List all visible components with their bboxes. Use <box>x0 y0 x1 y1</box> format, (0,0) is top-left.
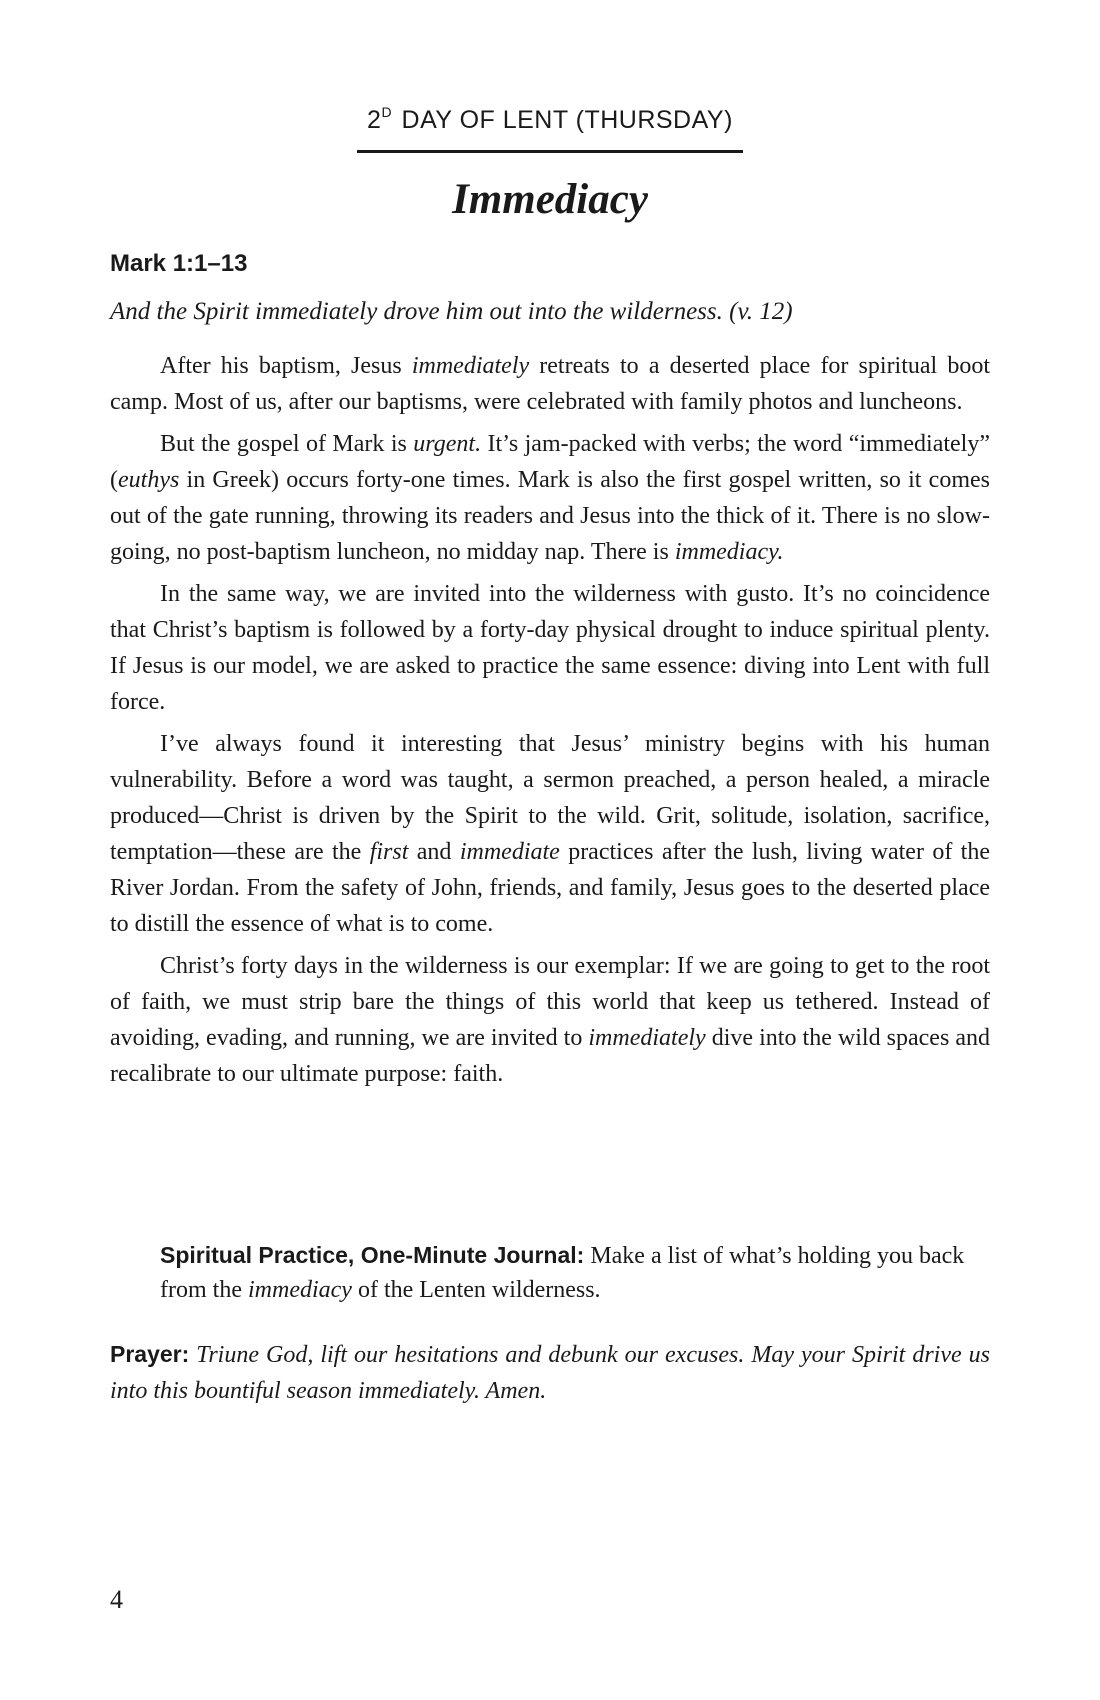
emphasis: immediate <box>459 839 560 865</box>
body-text <box>110 348 990 1098</box>
prayer-text: Triune God, lift our hesitations and debunk our excuses. May your Spirit drive us into this bountiful season immediately. Amen. <box>110 1342 990 1404</box>
text-run: After his baptism, Jesus <box>160 353 412 379</box>
text-run: But the gospel of Mark is <box>160 431 414 457</box>
emphasis: euthys <box>118 467 180 493</box>
text-run: and <box>408 839 460 865</box>
emphasis: immediately <box>411 353 530 379</box>
prayer-label: Prayer: <box>110 1341 190 1367</box>
text-run: of the Lenten wilderness. <box>351 1277 601 1303</box>
page-number: 4 <box>110 1585 123 1614</box>
text-run: Make a list of what’s holding you back from the <box>160 1243 965 1303</box>
text-run: Christ’s forty days in the wilderness is our exemplar: If we are going to get to the root of faith, we must strip bare the things of this world that keep us tethered. Instead of avoiding, evading, and running, we are invited to <box>110 953 990 1051</box>
running-head <box>357 104 743 135</box>
page-title: Immediacy <box>452 176 648 223</box>
spiritual-practice <box>160 1238 990 1307</box>
day-number: 2 <box>367 106 382 134</box>
text-run: practices after the lush, living water of the River Jordan. From the safety of John, friends, and family, Jesus goes to the deserted place to distill the essence of what is to come. <box>110 839 991 937</box>
paragraph-5 <box>110 948 990 1092</box>
emphasis: first <box>369 839 409 865</box>
paragraph-4 <box>110 726 990 942</box>
text-run: in Greek) occurs forty-one times. Mark is also the first gospel written, so it comes out of the gate running, throwing its readers and Jesus into the thick of it. There is no slow-going, no post-baptism luncheon, no midday nap. There is <box>110 467 990 565</box>
prayer <box>110 1336 990 1409</box>
text-run: In the same way, we are invited into the wilderness with gusto. It’s no coincidence that Christ’s baptism is followed by a forty-day physical drought to induce spiritual plenty. If Jesus is our model, we are asked to practice the same essence: diving into Lent with full force. <box>110 581 990 715</box>
emphasis: immediacy <box>247 1277 352 1303</box>
day-label: DAY OF LENT (THURSDAY) <box>394 106 733 134</box>
emphasis: urgent. <box>413 431 482 457</box>
text-run: dive into the wild spaces and recalibrate to our ultimate purpose: faith. <box>110 1025 990 1087</box>
header-rule <box>357 150 743 153</box>
paragraph-3 <box>110 576 990 720</box>
practice-label: Spiritual Practice, One-Minute Journal: <box>160 1242 585 1268</box>
text-run: I’ve always found it interesting that Jesus’ ministry begins with his human vulnerability. Before a word was taught, a sermon preached, a person healed, a miracle produced—Christ is driven by the Spirit to the wild. Grit, solitude, isolation, sacrifice, temptation—these are the <box>110 731 990 865</box>
book-page <box>110 0 990 1700</box>
paragraph-2 <box>110 426 990 570</box>
emphasis: immediacy. <box>674 539 784 565</box>
scripture-reference: Mark 1:1–13 <box>110 250 248 277</box>
paragraph-1 <box>110 348 990 420</box>
text-run: It’s jam-packed with verbs; the word “immediately” ( <box>110 431 991 493</box>
emphasis: immediately <box>588 1025 706 1051</box>
day-ordinal-suffix: D <box>381 104 393 120</box>
text-run: retreats to a deserted place for spiritual boot camp. Most of us, after our baptisms, were celebrated with family photos and luncheons. <box>110 353 991 415</box>
scripture-quote: And the Spirit immediately drove him out into the wilderness. (v. 12) <box>110 298 793 325</box>
